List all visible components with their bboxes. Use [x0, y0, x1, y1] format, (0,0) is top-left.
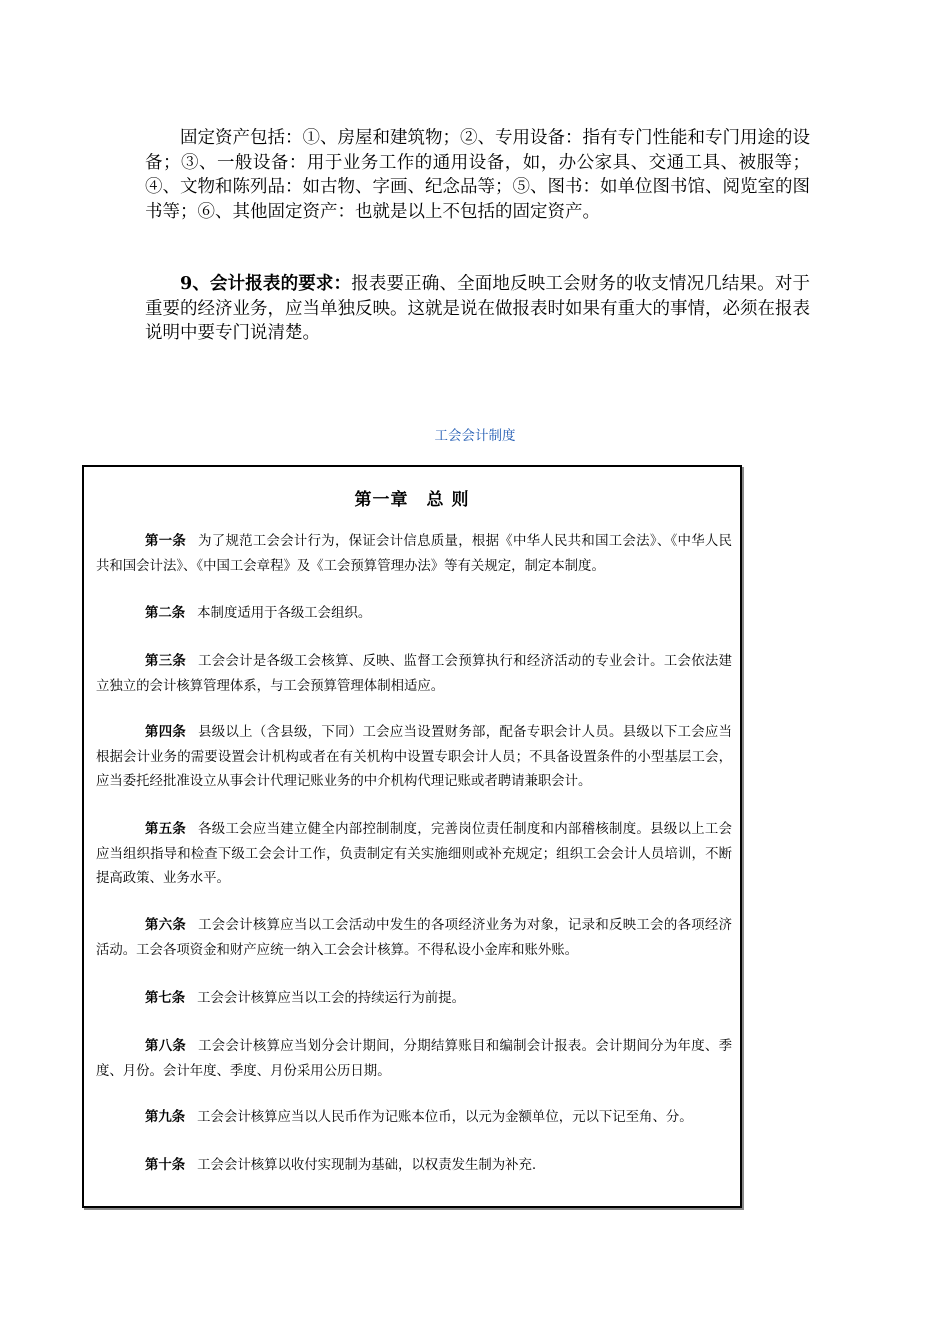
article-text: 为了规范工会会计行为，保证会计信息质量，根据《中华人民共和国工会法》、《中华人民共和国会计法》、《中国工会章程》及《工会预算管理办法》等有关规定，制定本制度。 — [96, 534, 732, 574]
article-number: 第八条 — [145, 1038, 187, 1054]
article-number: 第九条 — [145, 1109, 186, 1125]
article-7 — [96, 986, 732, 1012]
article-number: 第七条 — [145, 990, 186, 1006]
article-text: 工会会计核算应当以工会活动中发生的各项经济业务为对象，记录和反映工会的各项经济活动。工会各项资金和财产应统一纳入工会会计核算。不得私设小金库和账外账。 — [96, 918, 732, 958]
document-link-title[interactable]: 工会会计制度 — [434, 428, 516, 444]
paragraph-text: 固定资产包括：①、房屋和建筑物；②、专用设备：指有专门性能和专门用途的设备；③、一般设备：用于业务工作的通用设备，如，办公家具、交通工具、被服等；④、文物和陈列品：如古物、字画、纪念品等；⑤、图书：如单位图书馆、阅览室的图书等；⑥、其他固定资产：也就是以上不包括的固定资产。 — [145, 128, 810, 222]
article-number: 第二条 — [145, 605, 186, 621]
article-9 — [96, 1105, 732, 1131]
paragraph-heading: 9、会计报表的要求： — [180, 274, 352, 294]
article-text: 工会会计核算应当以人民币作为记账本位币，以元为金额单位，元以下记至角、分。 — [197, 1110, 693, 1125]
article-text: 工会会计核算应当划分会计期间，分期结算账目和编制会计报表。会计期间分为年度、季度、月份。会计年度、季度、月份采用公历日期。 — [96, 1039, 732, 1079]
article-text: 工会会计核算应当以工会的持续运行为前提。 — [197, 991, 465, 1006]
fixed-assets-paragraph — [145, 126, 810, 224]
article-number: 第三条 — [145, 653, 187, 669]
chapter-title: 第一章 总 则 — [354, 490, 470, 510]
article-5 — [96, 817, 732, 892]
article-10 — [96, 1153, 732, 1179]
article-text: 本制度适用于各级工会组织。 — [197, 606, 372, 621]
article-number: 第五条 — [145, 821, 187, 837]
article-number: 第一条 — [145, 533, 187, 549]
article-2 — [96, 601, 732, 627]
regulation-box — [82, 465, 742, 1208]
article-1 — [96, 529, 732, 579]
article-number: 第十条 — [145, 1157, 186, 1173]
article-number: 第四条 — [145, 724, 187, 740]
article-8 — [96, 1034, 732, 1084]
article-text: 县级以上（含县级，下同）工会应当设置财务部，配备专职会计人员。县级以下工会应当根据会计业务的需要设置会计机构或者在有关机构中设置专职会计人员；不具备设置条件的小型基层工会，应当委托经批准设立从事会计代理记账业务的中介机构代理记账或者聘请兼职会计。 — [96, 725, 732, 789]
article-3 — [96, 649, 732, 699]
article-text: 各级工会应当建立健全内部控制制度，完善岗位责任制度和内部稽核制度。县级以上工会应当组织指导和检查下级工会会计工作，负责制定有关实施细则或补充规定；组织工会会计人员培训，不断提高政策、业务水平。 — [96, 822, 732, 886]
paragraph-text: 报表要正确、全面地反映工会财务的收支情况几结果。对于重要的经济业务，应当单独反映。这就是说在做报表时如果有重大的事情，必须在报表说明中要专门说清楚。 — [145, 274, 810, 344]
article-4 — [96, 720, 732, 795]
article-number: 第六条 — [145, 917, 187, 933]
article-text: 工会会计核算以收付实现制为基础，以权责发生制为补充. — [197, 1158, 537, 1173]
article-6 — [96, 913, 732, 963]
report-requirements-paragraph — [145, 272, 810, 346]
article-text: 工会会计是各级工会核算、反映、监督工会预算执行和经济活动的专业会计。工会依法建立独立的会计核算管理体系，与工会预算管理体制相适应。 — [96, 654, 732, 694]
